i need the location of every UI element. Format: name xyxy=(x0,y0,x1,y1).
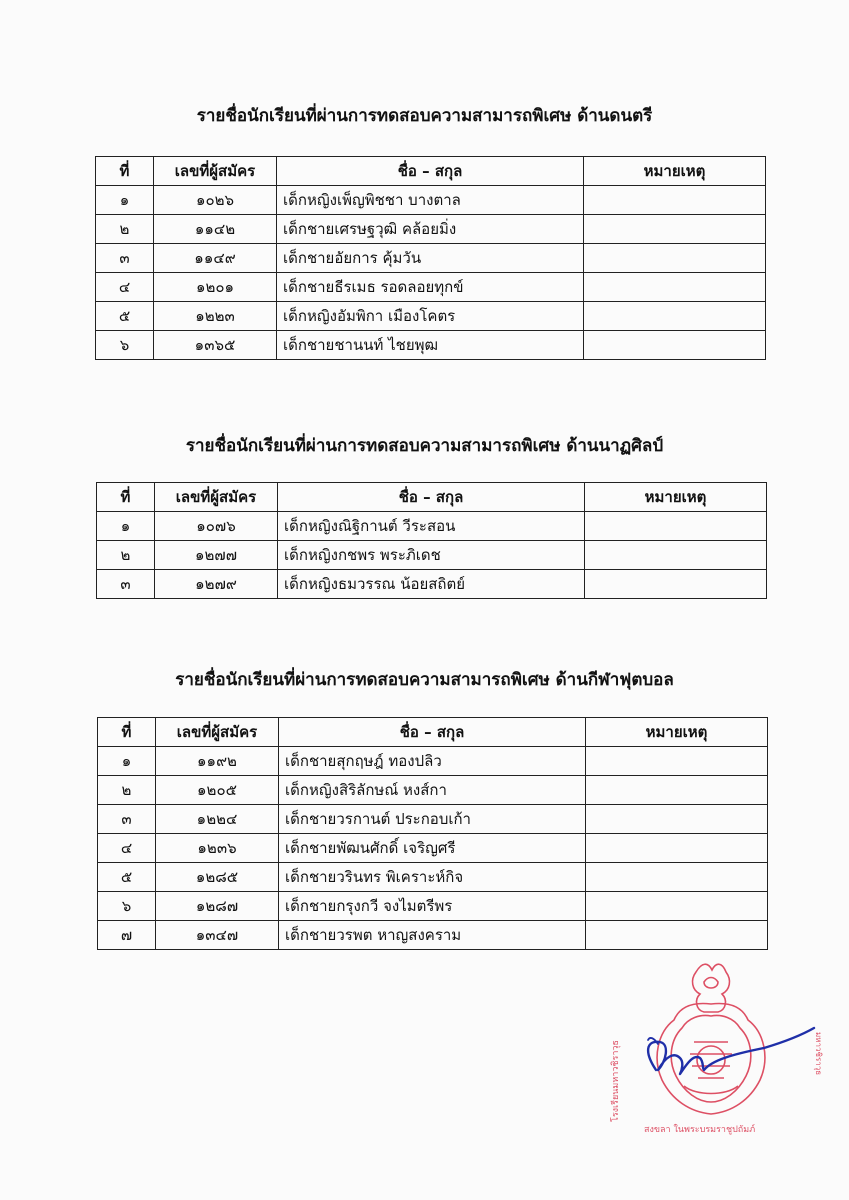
table-row xyxy=(98,863,768,892)
cell-note xyxy=(586,805,768,834)
table-row xyxy=(98,834,768,863)
table-row xyxy=(96,273,766,302)
cell-name: เด็กหญิงธมวรรณ น้อยสถิตย์ xyxy=(278,570,585,599)
cell-applicant: ๑๑๔๒ xyxy=(154,215,277,244)
column-header-applicant: เลขที่ผู้สมัคร xyxy=(154,157,277,186)
section-title-dance: รายชื่อนักเรียนที่ผ่านการทดสอบความสามารถพิเศษ ด้านนาฏศิลป์ xyxy=(185,436,664,456)
table-row xyxy=(96,331,766,360)
table-music xyxy=(95,156,766,360)
cell-name: เด็กชายชานนท์ ไชยพุฒ xyxy=(277,331,584,360)
column-header-no: ที่ xyxy=(97,483,155,512)
cell-applicant: ๑๑๔๙ xyxy=(154,244,277,273)
cell-no: ๔ xyxy=(96,273,154,302)
cell-name: เด็กหญิงกชพร พระภิเดช xyxy=(278,541,585,570)
cell-applicant: ๑๒๘๕ xyxy=(156,863,279,892)
cell-applicant: ๑๓๖๕ xyxy=(154,331,277,360)
cell-applicant: ๑๓๔๗ xyxy=(156,921,279,950)
table-row xyxy=(97,541,767,570)
column-header-note: หมายเหตุ xyxy=(585,483,767,512)
section-title-football: รายชื่อนักเรียนที่ผ่านการทดสอบความสามารถพิเศษ ด้านกีฬาฟุตบอล xyxy=(175,670,674,690)
cell-note xyxy=(584,273,766,302)
cell-name: เด็กชายวรกานต์ ประกอบเก้า xyxy=(279,805,586,834)
cell-note xyxy=(586,892,768,921)
cell-applicant: ๑๒๗๗ xyxy=(155,541,278,570)
cell-name: เด็กชายสุกฤษฎ์ ทองปลิว xyxy=(279,747,586,776)
table-row xyxy=(98,892,768,921)
table-row xyxy=(96,215,766,244)
cell-no: ๖ xyxy=(96,331,154,360)
column-header-note: หมายเหตุ xyxy=(584,157,766,186)
cell-note xyxy=(586,921,768,950)
column-header-applicant: เลขที่ผู้สมัคร xyxy=(155,483,278,512)
cell-note xyxy=(585,541,767,570)
cell-no: ๕ xyxy=(98,863,156,892)
cell-name: เด็กชายเศรษฐวุฒิ คล้อยมิ่ง xyxy=(277,215,584,244)
section-title-music: รายชื่อนักเรียนที่ผ่านการทดสอบความสามารถพิเศษ ด้านดนตรี xyxy=(196,106,653,126)
table-football xyxy=(97,717,768,950)
cell-name: เด็กชายกรุงกวี จงไมตรีพร xyxy=(279,892,586,921)
svg-text:มหาวชิราวุธ: มหาวชิราวุธ xyxy=(814,1032,823,1076)
cell-name: เด็กชายพัฒนศักดิ์ เจริญศรี xyxy=(279,834,586,863)
table-row xyxy=(96,244,766,273)
table-row xyxy=(96,186,766,215)
cell-note xyxy=(584,244,766,273)
cell-no: ๑ xyxy=(97,512,155,541)
cell-no: ๒ xyxy=(97,541,155,570)
column-header-no: ที่ xyxy=(96,157,154,186)
seal-emblem xyxy=(657,964,765,1114)
cell-note xyxy=(584,331,766,360)
cell-note xyxy=(584,186,766,215)
cell-note xyxy=(586,834,768,863)
cell-note xyxy=(584,302,766,331)
cell-name: เด็กชายวรินทร พิเคราะห์กิจ xyxy=(279,863,586,892)
cell-note xyxy=(586,747,768,776)
cell-name: เด็กหญิงอัมพิกา เมืองโคตร xyxy=(277,302,584,331)
cell-name: เด็กชายธีรเมธ รอดลอยทุกข์ xyxy=(277,273,584,302)
table-row xyxy=(97,570,767,599)
column-header-name: ชื่อ – สกุล xyxy=(278,483,585,512)
table-row xyxy=(98,921,768,950)
cell-no: ๓ xyxy=(97,570,155,599)
cell-no: ๓ xyxy=(98,805,156,834)
cell-no: ๑ xyxy=(96,186,154,215)
table-row xyxy=(98,805,768,834)
table-row xyxy=(98,776,768,805)
table-header-row xyxy=(98,718,768,747)
cell-no: ๗ xyxy=(98,921,156,950)
cell-applicant: ๑๒๐๑ xyxy=(154,273,277,302)
cell-applicant: ๑๒๐๕ xyxy=(156,776,279,805)
cell-no: ๕ xyxy=(96,302,154,331)
cell-note xyxy=(586,863,768,892)
cell-applicant: ๑๒๒๓ xyxy=(154,302,277,331)
cell-name: เด็กหญิงเพ็ญพิชชา บางตาล xyxy=(277,186,584,215)
cell-no: ๒ xyxy=(96,215,154,244)
cell-applicant: ๑๐๒๖ xyxy=(154,186,277,215)
table-header-row xyxy=(97,483,767,512)
cell-no: ๓ xyxy=(96,244,154,273)
cell-note xyxy=(585,570,767,599)
column-header-note: หมายเหตุ xyxy=(586,718,768,747)
school-seal-stamp xyxy=(604,962,826,1137)
cell-applicant: ๑๑๙๒ xyxy=(156,747,279,776)
cell-name: เด็กหญิงสิริลักษณ์ หงส์กา xyxy=(279,776,586,805)
svg-text:โรงเรียนมหาวชิราวุธ: โรงเรียนมหาวชิราวุธ xyxy=(611,1040,621,1122)
table-row xyxy=(96,302,766,331)
cell-applicant: ๑๒๗๙ xyxy=(155,570,278,599)
cell-no: ๒ xyxy=(98,776,156,805)
cell-applicant: ๑๐๗๖ xyxy=(155,512,278,541)
table-dance xyxy=(96,482,767,599)
cell-name: เด็กชายอัยการ คุ้มวัน xyxy=(277,244,584,273)
svg-text:สงขลา ในพระบรมราชูปถัมภ์: สงขลา ในพระบรมราชูปถัมภ์ xyxy=(644,1125,756,1135)
cell-applicant: ๑๒๒๔ xyxy=(156,805,279,834)
cell-note xyxy=(586,776,768,805)
cell-name: เด็กหญิงณิฐิกานต์ วีระสอน xyxy=(278,512,585,541)
cell-no: ๖ xyxy=(98,892,156,921)
cell-no: ๑ xyxy=(98,747,156,776)
cell-note xyxy=(584,215,766,244)
column-header-name: ชื่อ – สกุล xyxy=(279,718,586,747)
table-row xyxy=(97,512,767,541)
table-row xyxy=(98,747,768,776)
column-header-no: ที่ xyxy=(98,718,156,747)
cell-name: เด็กชายวรพต หาญสงคราม xyxy=(279,921,586,950)
cell-applicant: ๑๒๓๖ xyxy=(156,834,279,863)
cell-no: ๔ xyxy=(98,834,156,863)
table-header-row xyxy=(96,157,766,186)
cell-note xyxy=(585,512,767,541)
column-header-applicant: เลขที่ผู้สมัคร xyxy=(156,718,279,747)
column-header-name: ชื่อ – สกุล xyxy=(277,157,584,186)
cell-applicant: ๑๒๘๗ xyxy=(156,892,279,921)
